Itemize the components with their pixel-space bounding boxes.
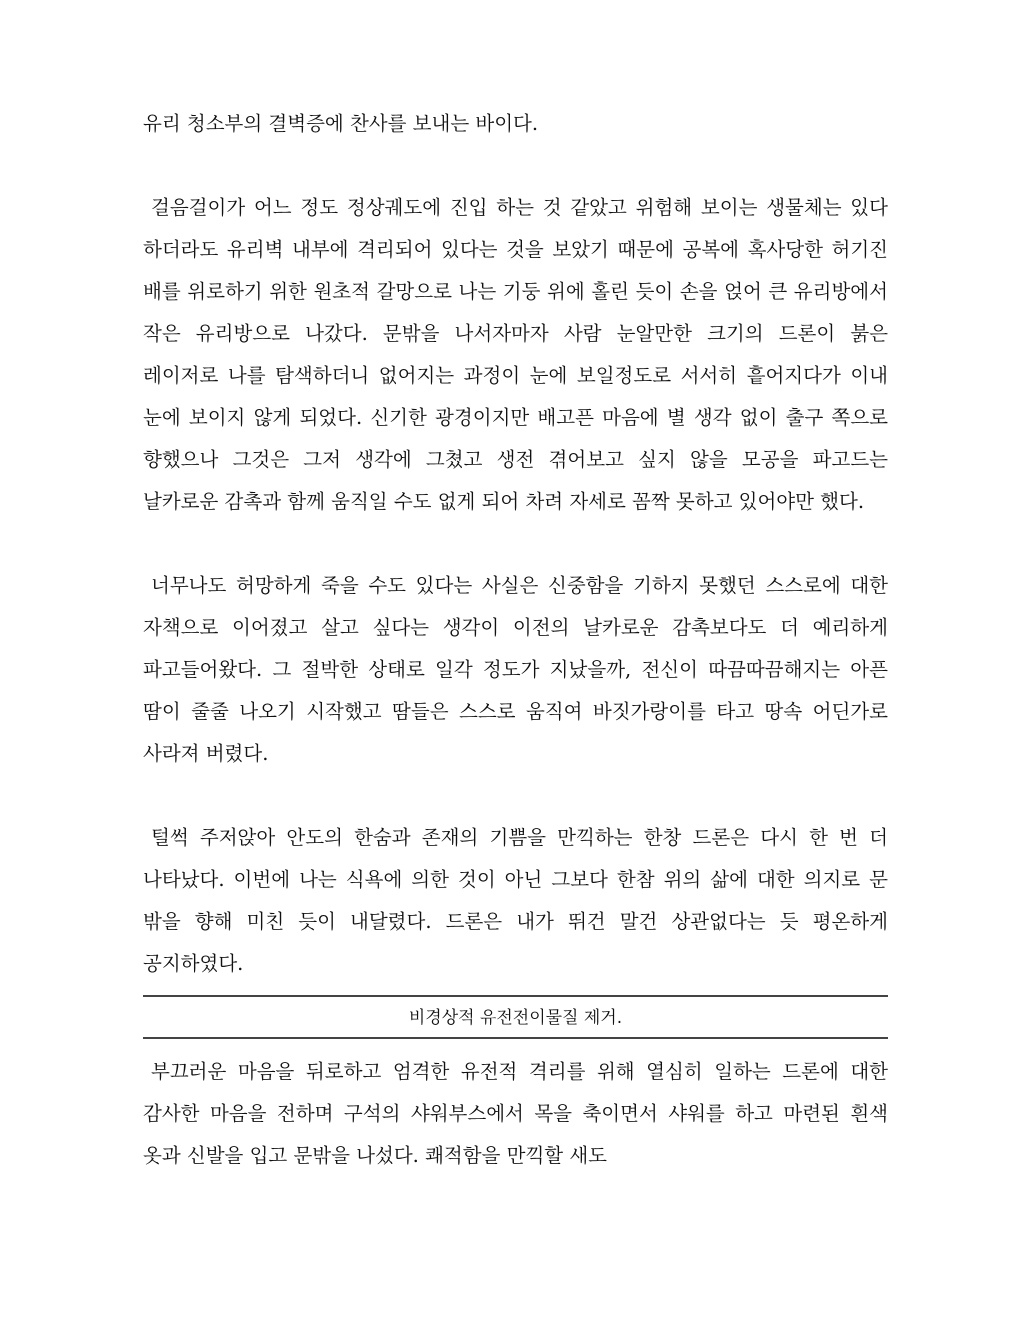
paragraph-2: 걸음걸이가 어느 정도 정상궤도에 진입 하는 것 같았고 위험해 보이는 생물체는 있다 하더라도 유리벽 내부에 격리되어 있다는 것을 보았기 때문에 공복에 혹사당한 허기진 배를 위로하기 위한 원초적 갈망으로 나는 기둥 위에 홀린 듯이 손을 얹어 큰 유리방에서 작은 유리방으로 나갔다. 문밖을 나서자마자 사람 눈알만한 크기의 드론이 붉은 레이저로 나를 탐색하더니 없어지는 과정이 눈에 보일정도로 서서히 흩어지다가 이내 눈에 보이지 않게 되었다. 신기한 광경이지만 배고픈 마음에 별 생각 없이 출구 쪽으로 향했으나 그것은 그저 생각에 그쳤고 생전 겪어보고 싶지 않을 모공을 파고드는 날카로운 감촉과 함께 움직일 수도 없게 되어 차려 자세로 꼼짝 못하고 있어야만 했다.: [143, 196, 888, 513]
paragraph-1: 유리 청소부의 결벽증에 찬사를 보내는 바이다.: [143, 112, 539, 135]
notice-bottom-rule: [143, 1037, 888, 1041]
paragraph-gap: [143, 523, 888, 565]
document-page: [143, 103, 888, 1177]
paragraph-3: 너무나도 허망하게 죽을 수도 있다는 사실은 신중함을 기하지 못했던 스스로에 대한 자책으로 이어졌고 살고 싶다는 생각이 이전의 날카로운 감촉보다도 더 예리하게 파고들어왔다. 그 절박한 상태로 일각 정도가 지났을까, 전신이 따끔따끔해지는 아픈 땀이 줄줄 나오기 시작했고 땀들은 스스로 움직여 바짓가랑이를 타고 땅속 어딘가로 사라져 버렸다.: [143, 574, 888, 765]
paragraph-4: 털썩 주저앉아 안도의 한숨과 존재의 기쁨을 만끽하는 한창 드론은 다시 한 번 더 나타났다. 이번에 나는 식욕에 의한 것이 아닌 그보다 한참 위의 삶에 대한 의지로 문 밖을 향해 미친 듯이 내달렸다. 드론은 내가 뛰건 말건 상관없다는 듯 평온하게 공지하였다.: [143, 826, 888, 975]
notice-text: 비경상적 유전전이물질 제거.: [408, 1008, 623, 1028]
notice-block: [143, 995, 888, 1041]
closing-paragraph: 부끄러운 마음을 뒤로하고 엄격한 유전적 격리를 위해 열심히 일하는 드론에 대한 감사한 마음을 전하며 구석의 샤워부스에서 목을 축이면서 샤워를 하고 마련된 흰색 옷과 신발을 입고 문밖을 나섰다. 쾌적함을 만끽할 새도: [143, 1060, 888, 1167]
paragraph-gap: [143, 145, 888, 187]
paragraph-gap: [143, 775, 888, 817]
